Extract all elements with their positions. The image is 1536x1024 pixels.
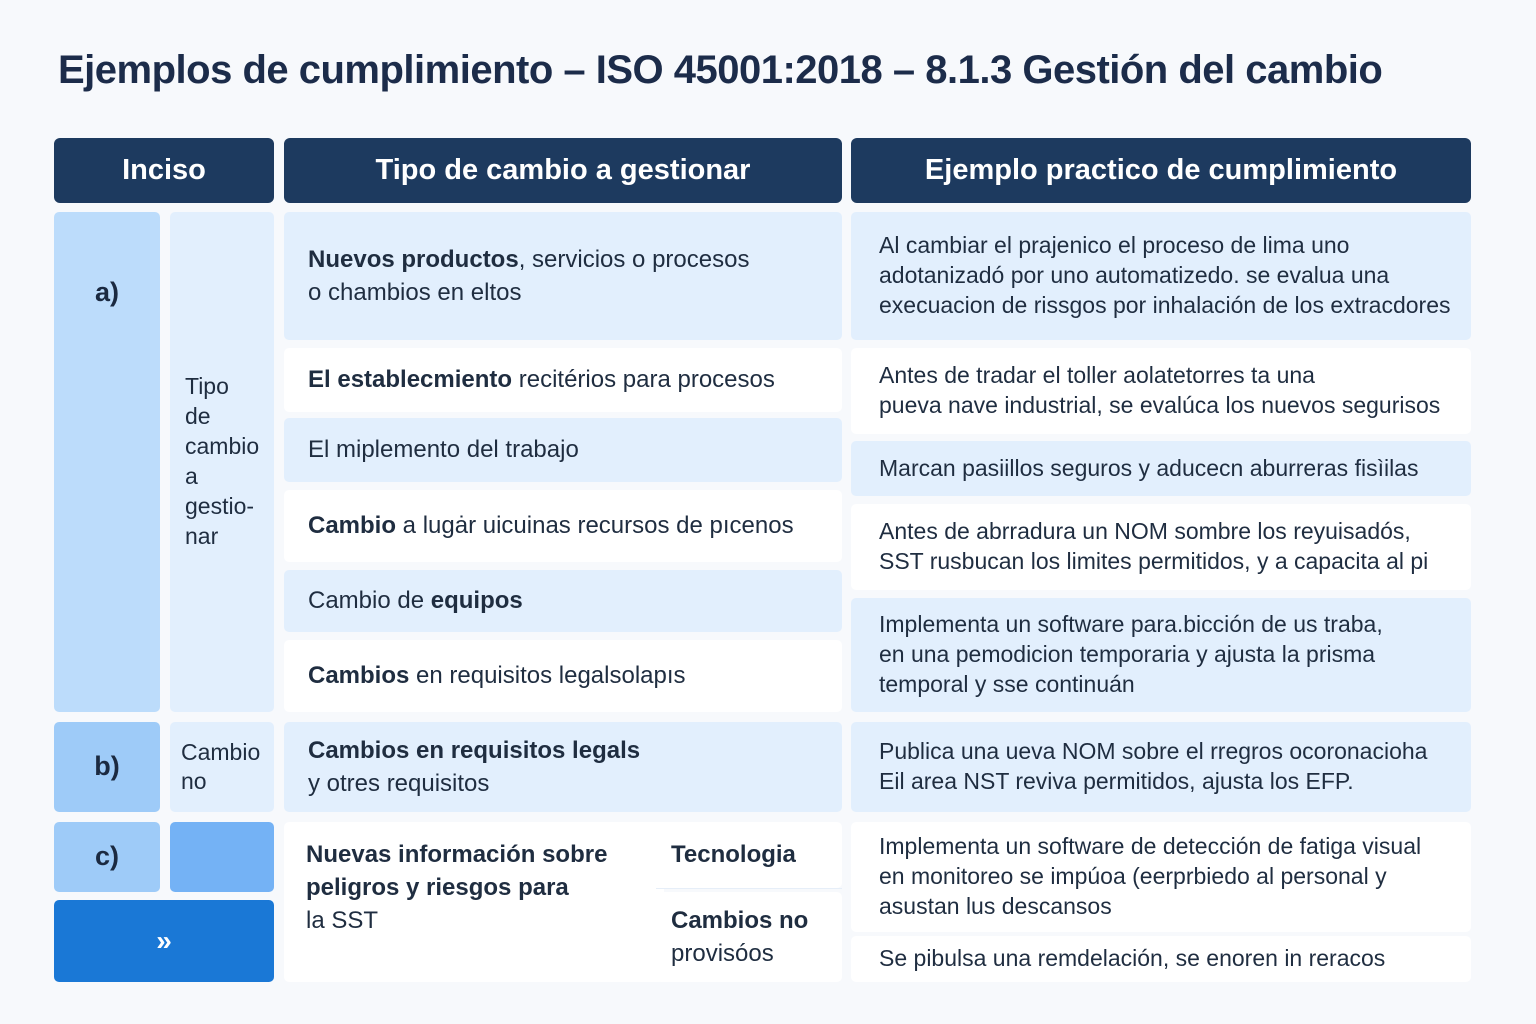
tipo-text: en requisitos legalsolaрıs bbox=[409, 662, 686, 690]
inciso-c-cell bbox=[54, 822, 160, 892]
tipo-row bbox=[284, 348, 842, 412]
inciso-b-cell bbox=[54, 722, 160, 812]
side-label-line: a bbox=[185, 463, 198, 489]
ejemplo-text: Publica una ueva NOM sobre el rregros ocoronacioha bbox=[879, 738, 1428, 765]
tipo-subrow bbox=[656, 822, 842, 888]
ejemplo-cell bbox=[851, 936, 1471, 982]
tipo-bold-text: Tecnologia bbox=[671, 841, 796, 869]
page-title: Ejemplos de cumplimiento – ISO 45001:2018 – 8.1.3 Gestión del cambio bbox=[58, 48, 1383, 92]
ejemplo-text: asustan lus descansos bbox=[879, 892, 1112, 919]
header-ejemplo-practico: Ejemplo practico de cumplimiento bbox=[851, 138, 1471, 203]
ejemplo-cell bbox=[851, 504, 1471, 590]
ejemplo-text: SST rusbucan los limites permitidos, y a capacita al pi bbox=[879, 548, 1429, 574]
tipo-row bbox=[284, 722, 842, 812]
ejemplo-text: en monitoreo se impúoa (eerprbiedo al personal y bbox=[879, 863, 1387, 890]
tipo-bold-text: El establecmiento bbox=[308, 366, 513, 394]
inciso-b-side-label bbox=[170, 722, 274, 812]
tipo-text: provisóos bbox=[671, 940, 774, 967]
ejemplo-text: Antes de abrradura un NOM sombre los reyuisadós, bbox=[879, 518, 1411, 545]
ejemplo-text: pueva nave industrial, se evalúca los nuevos segurisos bbox=[879, 392, 1441, 418]
tipo-bold-text: Nuevos productos bbox=[308, 245, 519, 273]
ejemplo-cell bbox=[851, 441, 1471, 496]
ejemplo-text: Eil area NST reviva permitidos, ajusta los EFP. bbox=[879, 768, 1354, 794]
inciso-a-label: a) bbox=[94, 277, 119, 307]
tipo-bold-text: Cambios bbox=[308, 662, 410, 690]
side-label-line: cambio bbox=[185, 433, 260, 460]
inciso-c-side-cell bbox=[170, 822, 274, 892]
tipo-row bbox=[284, 418, 842, 482]
tipo-row bbox=[284, 212, 842, 340]
side-label-line: nar bbox=[185, 522, 219, 549]
ejemplo-text: Se pibulsa una remdelación, se enoren in reracos bbox=[879, 945, 1386, 972]
inciso-a-side-label bbox=[170, 212, 274, 712]
ejemplo-cell bbox=[851, 212, 1471, 340]
tipo-text: El miplemento del trabajo bbox=[308, 436, 579, 464]
next-button[interactable] bbox=[54, 900, 274, 982]
side-label-line: gestio- bbox=[185, 492, 255, 519]
side-label-line: de bbox=[185, 403, 211, 430]
tipo-text: a lugȧr uicuinas recursos de pıcenos bbox=[396, 512, 794, 540]
tipo-bold-text: Nuevas información sobre bbox=[306, 841, 608, 868]
side-label-line: no bbox=[181, 768, 207, 794]
ejemplo-text: en una pemodicion temporaria y ajusta la prisma bbox=[879, 641, 1376, 668]
tipo-row bbox=[284, 640, 842, 712]
ejemplo-cell bbox=[851, 822, 1471, 932]
inciso-c-label: c) bbox=[94, 841, 119, 872]
ejemplo-text: Implementa un software de detección de fatiga visual bbox=[879, 833, 1422, 860]
subrow-divider bbox=[656, 888, 842, 889]
header-tipo-de-cambio: Tipo de cambio a gestionar bbox=[284, 138, 842, 203]
side-label-line: Cambio bbox=[181, 739, 261, 766]
tipo-text: , servicios o procesos bbox=[518, 245, 750, 273]
tipo-bold-text: Cambios no bbox=[671, 906, 809, 934]
header-inciso: Inciso bbox=[54, 138, 274, 203]
ejemplo-text: Implementa un software para.bicción de us traba, bbox=[879, 611, 1383, 638]
ejemplo-text: Al cambiar el prajenico el proceso de lima uno bbox=[879, 232, 1350, 259]
tipo-row bbox=[284, 822, 664, 982]
ejemplo-cell bbox=[851, 348, 1471, 434]
tipo-bold-text: equipos bbox=[430, 587, 523, 615]
inciso-b-label: b) bbox=[94, 751, 120, 782]
tipo-text: la SST bbox=[306, 907, 379, 935]
inciso-a-cell bbox=[54, 212, 160, 712]
ejemplo-cell bbox=[851, 598, 1471, 712]
ejemplo-text: Antes de tradar el toller aolatetorres ta una bbox=[879, 362, 1315, 389]
ejemplo-text: execuacion de rissgos por inhalación de los extracdores bbox=[879, 291, 1451, 318]
ejemplo-cell bbox=[851, 722, 1471, 812]
tipo-bold-text: Cambios en requisitos legals bbox=[308, 736, 641, 764]
tipo-text: Cambio de bbox=[308, 587, 431, 615]
tipo-text: o chambios en eltos bbox=[308, 279, 522, 306]
side-label-line: Tipo bbox=[185, 373, 229, 400]
tipo-row bbox=[284, 570, 842, 632]
tipo-bold-text: Cambio bbox=[308, 512, 397, 540]
ejemplo-text: temporal y sse continuán bbox=[879, 670, 1135, 697]
tipo-text: recitérios para procesos bbox=[512, 366, 775, 394]
tipo-row bbox=[284, 490, 842, 562]
tipo-text: y otres requisitos bbox=[308, 770, 490, 797]
double-chevron-right-icon: » bbox=[156, 924, 172, 956]
tipo-subrow bbox=[656, 892, 842, 982]
ejemplo-text: adotanizadó por uno automatizedo. se evalua una bbox=[879, 262, 1390, 289]
tipo-bold-text: peligros y riesgos para bbox=[306, 874, 569, 902]
ejemplo-text: Marcan pasiillos seguros y aducecn aburreras fisìilas bbox=[879, 454, 1419, 481]
